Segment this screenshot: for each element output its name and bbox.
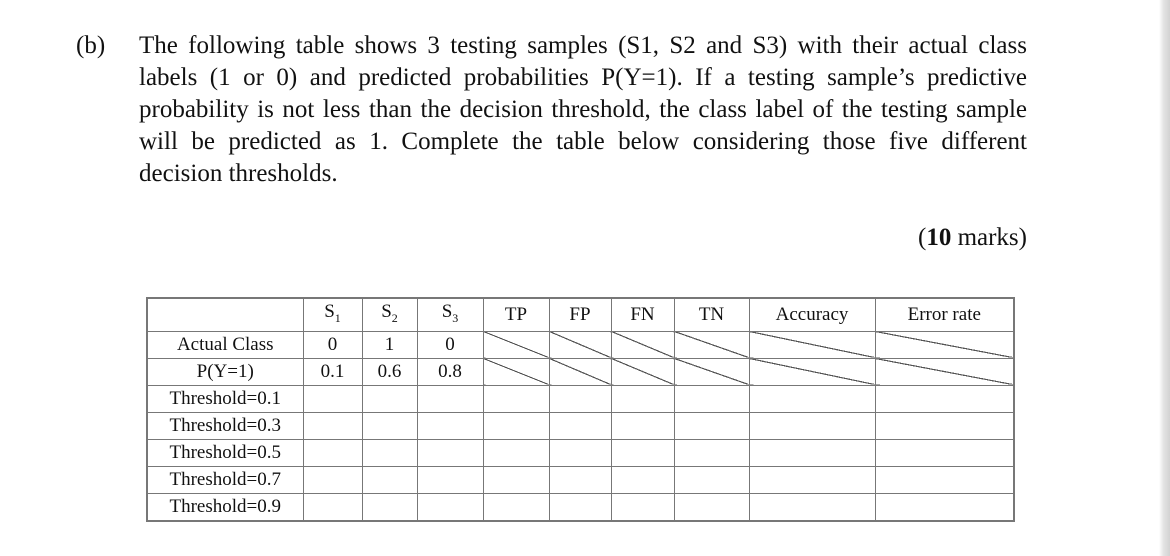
empty-cell[interactable] <box>674 385 749 412</box>
probability-s2: 0.6 <box>362 358 417 385</box>
empty-cell[interactable] <box>674 412 749 439</box>
empty-cell[interactable] <box>362 439 417 466</box>
empty-cell[interactable] <box>417 439 483 466</box>
empty-cell[interactable] <box>611 412 674 439</box>
crossed-cell <box>674 331 749 358</box>
threshold-table <box>146 297 1015 522</box>
empty-cell[interactable] <box>549 466 611 493</box>
header-fp: FP <box>549 298 611 331</box>
crossed-cell <box>611 331 674 358</box>
crossed-cell <box>749 331 875 358</box>
empty-cell[interactable] <box>875 493 1014 521</box>
empty-cell[interactable] <box>483 466 549 493</box>
empty-cell[interactable] <box>875 466 1014 493</box>
actual-class-s3: 0 <box>417 331 483 358</box>
empty-cell[interactable] <box>749 385 875 412</box>
header-row <box>147 298 1014 331</box>
actual-class-label: Actual Class <box>147 331 303 358</box>
threshold-label: Threshold=0.9 <box>147 493 303 521</box>
threshold-label: Threshold=0.1 <box>147 385 303 412</box>
threshold-row <box>147 493 1014 521</box>
header-s2-sub: 2 <box>391 310 398 325</box>
empty-cell[interactable] <box>674 439 749 466</box>
actual-class-s1: 0 <box>303 331 362 358</box>
header-tn: TN <box>674 298 749 331</box>
empty-cell[interactable] <box>611 439 674 466</box>
actual-class-s2: 1 <box>362 331 417 358</box>
crossed-cell <box>674 358 749 385</box>
empty-cell[interactable] <box>303 466 362 493</box>
question-label: (b) <box>76 32 106 59</box>
empty-cell[interactable] <box>483 385 549 412</box>
empty-cell[interactable] <box>875 385 1014 412</box>
question-line-2: labels (1 or 0) and predicted probabilities P(Y=1). If a testing sample’s predictive <box>139 64 1027 91</box>
empty-cell[interactable] <box>303 439 362 466</box>
crossed-cell <box>483 331 549 358</box>
probability-label: P(Y=1) <box>147 358 303 385</box>
empty-cell[interactable] <box>417 493 483 521</box>
empty-cell[interactable] <box>611 466 674 493</box>
empty-cell[interactable] <box>875 412 1014 439</box>
empty-cell[interactable] <box>674 493 749 521</box>
threshold-label: Threshold=0.5 <box>147 439 303 466</box>
empty-cell[interactable] <box>303 385 362 412</box>
empty-cell[interactable] <box>417 412 483 439</box>
empty-cell[interactable] <box>483 439 549 466</box>
header-corner-cell <box>147 298 303 331</box>
threshold-row <box>147 385 1014 412</box>
crossed-cell <box>483 358 549 385</box>
probability-row <box>147 358 1014 385</box>
threshold-label: Threshold=0.3 <box>147 412 303 439</box>
empty-cell[interactable] <box>362 412 417 439</box>
crossed-cell <box>875 331 1014 358</box>
question-line-1: The following table shows 3 testing samples (S1, S2 and S3) with their actual class <box>139 32 1027 59</box>
crossed-cell <box>875 358 1014 385</box>
threshold-row <box>147 439 1014 466</box>
page-edge-shadow <box>1159 0 1170 556</box>
marks-word: marks <box>957 224 1019 251</box>
threshold-row <box>147 412 1014 439</box>
marks-allocation: (10 marks) <box>917 224 1027 251</box>
actual-class-row <box>147 331 1014 358</box>
empty-cell[interactable] <box>483 412 549 439</box>
probability-s1: 0.1 <box>303 358 362 385</box>
empty-cell[interactable] <box>875 439 1014 466</box>
empty-cell[interactable] <box>362 466 417 493</box>
header-error-rate: Error rate <box>875 298 1014 331</box>
empty-cell[interactable] <box>417 385 483 412</box>
crossed-cell <box>549 358 611 385</box>
header-s1: $S_1$ <box>303 298 362 331</box>
empty-cell[interactable] <box>417 466 483 493</box>
empty-cell[interactable] <box>611 493 674 521</box>
empty-cell[interactable] <box>362 385 417 412</box>
empty-cell[interactable] <box>303 493 362 521</box>
header-tp: TP <box>483 298 549 331</box>
question-line-3: probability is not less than the decision threshold, the class label of the testing sample <box>139 96 1027 123</box>
empty-cell[interactable] <box>549 385 611 412</box>
empty-cell[interactable] <box>749 412 875 439</box>
empty-cell[interactable] <box>749 466 875 493</box>
empty-cell[interactable] <box>549 439 611 466</box>
crossed-cell <box>749 358 875 385</box>
question-line-4: will be predicted as 1. Complete the table below considering those five different <box>139 128 1027 155</box>
probability-s3: 0.8 <box>417 358 483 385</box>
marks-value: 10 <box>926 224 952 251</box>
empty-cell[interactable] <box>362 493 417 521</box>
header-s3-sub: 3 <box>452 310 459 325</box>
threshold-row <box>147 466 1014 493</box>
empty-cell[interactable] <box>549 493 611 521</box>
header-s1-sub: 1 <box>334 310 341 325</box>
empty-cell[interactable] <box>749 493 875 521</box>
threshold-label: Threshold=0.7 <box>147 466 303 493</box>
header-accuracy: Accuracy <box>749 298 875 331</box>
empty-cell[interactable] <box>749 439 875 466</box>
crossed-cell <box>549 331 611 358</box>
empty-cell[interactable] <box>303 412 362 439</box>
empty-cell[interactable] <box>549 412 611 439</box>
empty-cell[interactable] <box>611 385 674 412</box>
header-s3: $S_3$ <box>417 298 483 331</box>
header-s2: $S_2$ <box>362 298 417 331</box>
empty-cell[interactable] <box>674 466 749 493</box>
crossed-cell <box>611 358 674 385</box>
header-fn: FN <box>611 298 674 331</box>
empty-cell[interactable] <box>483 493 549 521</box>
question-text <box>139 30 1027 190</box>
question-line-5: decision thresholds. <box>139 160 338 187</box>
